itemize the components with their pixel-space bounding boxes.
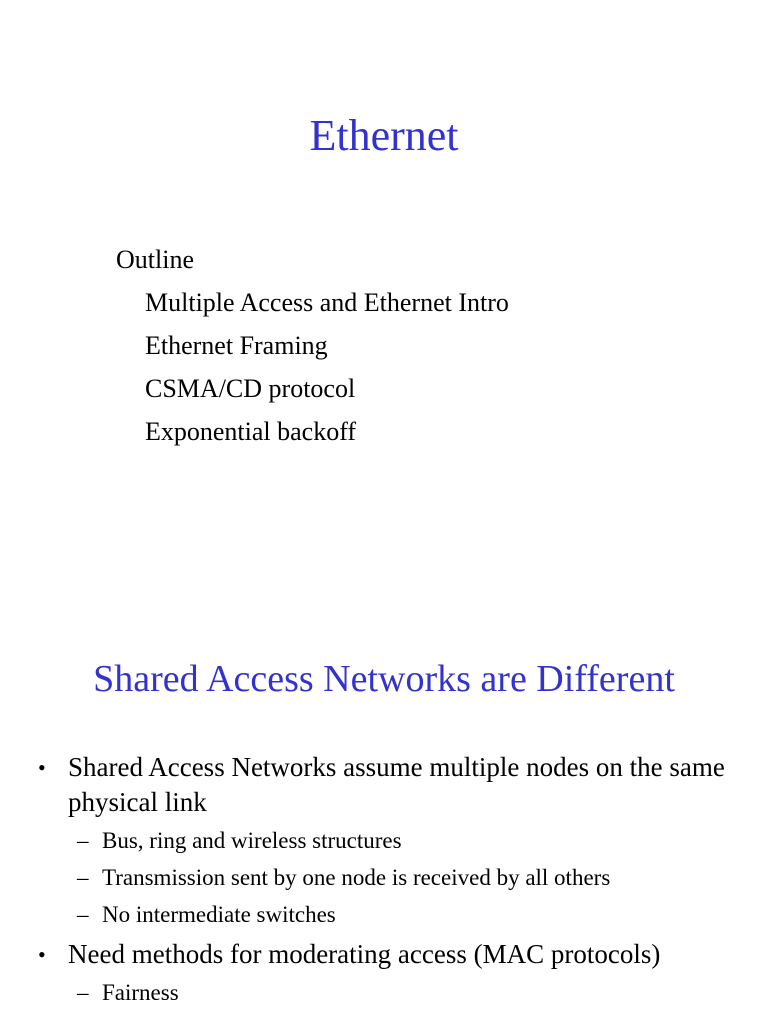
- dash-marker: –: [77, 828, 89, 853]
- dash-marker: –: [77, 865, 89, 890]
- sub-bullet-text: Fairness: [102, 980, 179, 1005]
- sub-bullet-text: Transmission sent by one node is received by all others: [102, 865, 611, 890]
- slide-shared-access: [0, 560, 768, 1024]
- bullet-marker: •: [38, 755, 46, 780]
- outline-item: CSMA/CD protocol: [145, 374, 356, 403]
- bullet-marker: •: [38, 942, 46, 967]
- dash-marker: –: [77, 980, 89, 1005]
- outline-item: Ethernet Framing: [145, 331, 328, 360]
- sub-bullet-text: No intermediate switches: [102, 902, 336, 927]
- outline-item: Exponential backoff: [145, 417, 357, 446]
- outline-heading: Outline: [116, 245, 194, 274]
- sub-bullet-item: [0, 822, 768, 859]
- bullet-text: Shared Access Networks assume multiple nodes on the same physical link: [68, 752, 725, 817]
- sub-bullet-text: Bus, ring and wireless structures: [102, 828, 402, 853]
- sub-bullet-item: [0, 896, 768, 933]
- sub-bullet-item: [0, 974, 768, 1011]
- slide-title: Shared Access Networks are Different: [93, 658, 675, 700]
- sub-bullet-item: [0, 859, 768, 896]
- sub-bullet-list: [0, 822, 768, 933]
- slide-title: Ethernet: [309, 111, 459, 160]
- bullet-item: [0, 937, 768, 972]
- outline-list: [145, 287, 509, 459]
- bullet-list: [0, 750, 768, 1015]
- outline-item: Multiple Access and Ethernet Intro: [145, 288, 509, 317]
- sub-bullet-list: [0, 974, 768, 1011]
- bullet-text: Need methods for moderating access (MAC protocols): [68, 939, 661, 969]
- bullet-item: [0, 750, 768, 820]
- dash-marker: –: [77, 902, 89, 927]
